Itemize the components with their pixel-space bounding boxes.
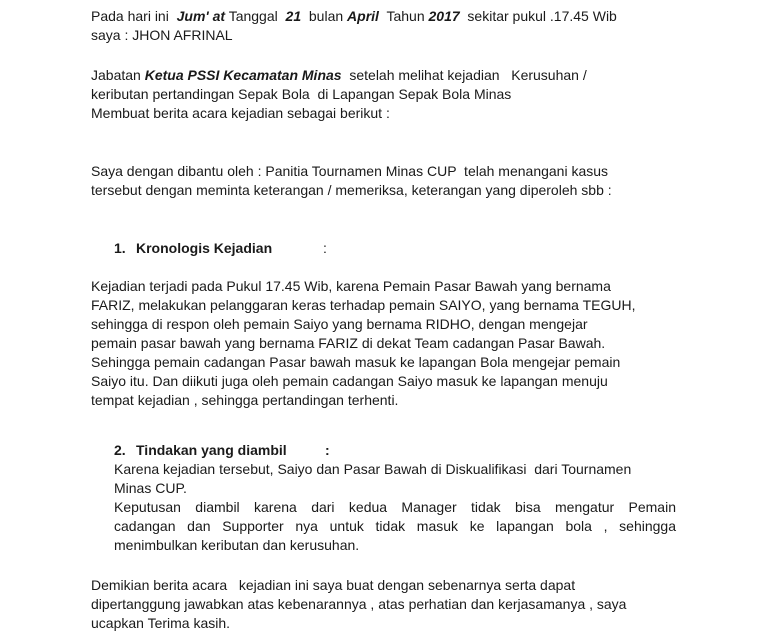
text: Tanggal bbox=[225, 8, 286, 24]
section-1-line: FARIZ, melakukan pelanggaran keras terhadap pemain SAIYO, yang bernama TEGUH, bbox=[91, 297, 636, 313]
section-1-line: Sehingga pemain cadangan Pasar bawah masuk ke lapangan Bola mengejar pemain bbox=[91, 354, 621, 370]
jabatan-line-2: keributan pertandingan Sepak Bola di Lapangan Sepak Bola Minas bbox=[91, 86, 512, 102]
section-1-line: sehingga di respon oleh pemain Saiyo yang bernama RIDHO, dengan mengejar bbox=[91, 316, 588, 332]
section-1-line: Saiyo itu. Dan diikuti juga oleh pemain cadangan Saiyo masuk ke lapangan menuju bbox=[91, 373, 608, 389]
section-1-heading: Kronologis Kejadian bbox=[136, 240, 273, 256]
section-2-line: cadangan dan Supporter nya untuk tidak masuk ke lapangan bola , sehingga bbox=[114, 518, 676, 534]
closing-line: dipertanggung jawabkan atas kebenarannya , atas perhatian dan kerjasamanya , saya bbox=[91, 596, 627, 612]
text: Tahun bbox=[378, 8, 429, 24]
closing-line: Demikian berita acara kejadian ini saya buat dengan sebenarnya serta dapat bbox=[91, 577, 576, 593]
text: setelah melihat kejadian Kerusuhan / bbox=[341, 67, 587, 83]
section-1-line: pemain pasar bawah yang bernama FARIZ di dekat Team cadangan Pasar Bawah. bbox=[91, 335, 606, 351]
text: bulan bbox=[301, 8, 348, 24]
date-value: 21 bbox=[285, 8, 302, 24]
section-2-line: Karena kejadian tersebut, Saiyo dan Pasar Bawah di Diskualifikasi dari Tournamen bbox=[114, 461, 632, 477]
jabatan-line-1 bbox=[91, 67, 587, 84]
section-2-colon: : bbox=[325, 442, 330, 458]
section-2-line: menimbulkan keributan dan kerusuhan. bbox=[114, 537, 360, 553]
year-value: 2017 bbox=[428, 8, 460, 24]
section-2-line: Keputusan diambil karena dari kedua Manager tidak bisa mengatur Pemain bbox=[114, 499, 676, 515]
intro-line-2: tersebut dengan meminta keterangan / memeriksa, keterangan yang diperoleh sbb : bbox=[91, 182, 612, 198]
section-2-number: 2. bbox=[114, 442, 126, 458]
section-1-line: Kejadian terjadi pada Pukul 17.45 Wib, karena Pemain Pasar Bawah yang bernama bbox=[91, 278, 611, 294]
position-title: Ketua PSSI Kecamatan Minas bbox=[144, 67, 342, 83]
intro-line-1: Saya dengan dibantu oleh : Panitia Tournamen Minas CUP telah menangani kasus bbox=[91, 163, 609, 179]
header-line-2: saya : JHON AFRINAL bbox=[91, 27, 233, 43]
section-1-line: tempat kejadian , sehingga pertandingan terhenti. bbox=[91, 392, 399, 408]
day-value: Jum' at bbox=[176, 8, 226, 24]
closing-line: ucapkan Terima kasih. bbox=[91, 615, 231, 631]
section-1-colon: : bbox=[323, 240, 327, 256]
jabatan-line-3: Membuat berita acara kejadian sebagai berikut : bbox=[91, 105, 390, 121]
header-line-1 bbox=[91, 8, 617, 25]
section-2-heading: Tindakan yang diambil bbox=[136, 442, 287, 458]
section-1-number: 1. bbox=[114, 240, 126, 256]
section-2-line: Minas CUP. bbox=[114, 480, 187, 496]
text: sekitar pukul .17.45 Wib bbox=[459, 8, 617, 24]
text: Pada hari ini bbox=[91, 8, 177, 24]
month-value: April bbox=[347, 8, 379, 24]
text: Jabatan bbox=[91, 67, 145, 83]
